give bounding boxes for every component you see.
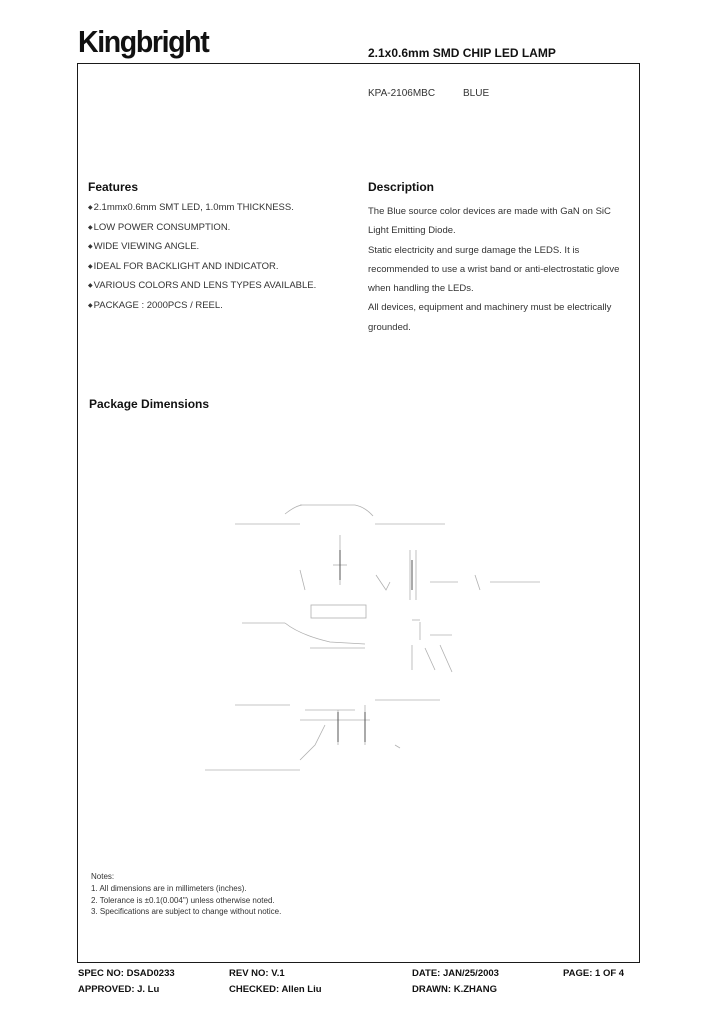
feature-item: ◆ IDEAL FOR BACKLIGHT AND INDICATOR.: [88, 261, 316, 281]
feature-item: ◆ 2.1mmx0.6mm SMT LED, 1.0mm THICKNESS.: [88, 202, 316, 222]
drawn-value: K.ZHANG: [453, 984, 497, 995]
description-heading: Description: [368, 180, 435, 194]
page-label: PAGE:: [563, 968, 593, 979]
rev-label: REV NO:: [229, 968, 269, 979]
footer-drawn: [412, 984, 497, 995]
feature-item: ◆ WIDE VIEWING ANGLE.: [88, 241, 316, 261]
spec-value: DSAD0233: [126, 968, 175, 979]
notes-block: [91, 871, 281, 918]
note-item: 2. Tolerance is ±0.1(0.004") unless otherwise noted.: [91, 895, 275, 905]
checked-value: Allen Liu: [281, 984, 322, 995]
description-paragraph: The Blue source color devices are made with GaN on SiC Light Emitting Diode.: [368, 206, 611, 237]
footer-approved: [78, 984, 159, 995]
description-paragraph: Static electricity and surge damage the LEDS. It is recommended to use a wrist band or anti-electrostatic glove when handling the LEDs.: [368, 244, 620, 295]
rev-value: V.1: [271, 968, 285, 979]
document-title: 2.1x0.6mm SMD CHIP LED LAMP: [368, 46, 556, 60]
date-label: DATE:: [412, 968, 441, 979]
drawn-label: DRAWN:: [412, 984, 452, 995]
note-item: 3. Specifications are subject to change without notice.: [91, 907, 282, 917]
description-body: [368, 202, 630, 337]
feature-item: ◆ VARIOUS COLORS AND LENS TYPES AVAILABLE.: [88, 280, 316, 300]
date-value: JAN/25/2003: [442, 968, 499, 979]
note-item: 1. All dimensions are in millimeters (inches).: [91, 883, 247, 893]
package-dimensions-heading: Package Dimensions: [89, 397, 210, 411]
page-value: 1 OF 4: [595, 968, 625, 979]
spec-label: SPEC NO:: [78, 968, 124, 979]
notes-title: Notes:: [91, 872, 115, 881]
led-color: BLUE: [463, 88, 490, 99]
approved-value: J. Lu: [137, 984, 160, 995]
features-heading: Features: [88, 180, 139, 194]
features-list: [88, 202, 316, 319]
feature-item: ◆ PACKAGE : 2000PCS / REEL.: [88, 300, 316, 320]
part-number: KPA-2106MBC: [368, 88, 436, 99]
description-paragraph: All devices, equipment and machinery must be electrically grounded.: [368, 302, 612, 333]
footer-checked: [229, 984, 322, 995]
footer-rev-no: [229, 968, 285, 979]
footer-page: [563, 968, 624, 979]
footer-spec-no: [78, 968, 175, 979]
kingbright-logo: Kingbright: [78, 24, 209, 59]
checked-label: CHECKED:: [229, 984, 280, 995]
footer-date: [412, 968, 499, 979]
package-dimension-drawing: [190, 490, 570, 790]
feature-item: ◆ LOW POWER CONSUMPTION.: [88, 222, 316, 242]
approved-label: APPROVED:: [78, 984, 135, 995]
